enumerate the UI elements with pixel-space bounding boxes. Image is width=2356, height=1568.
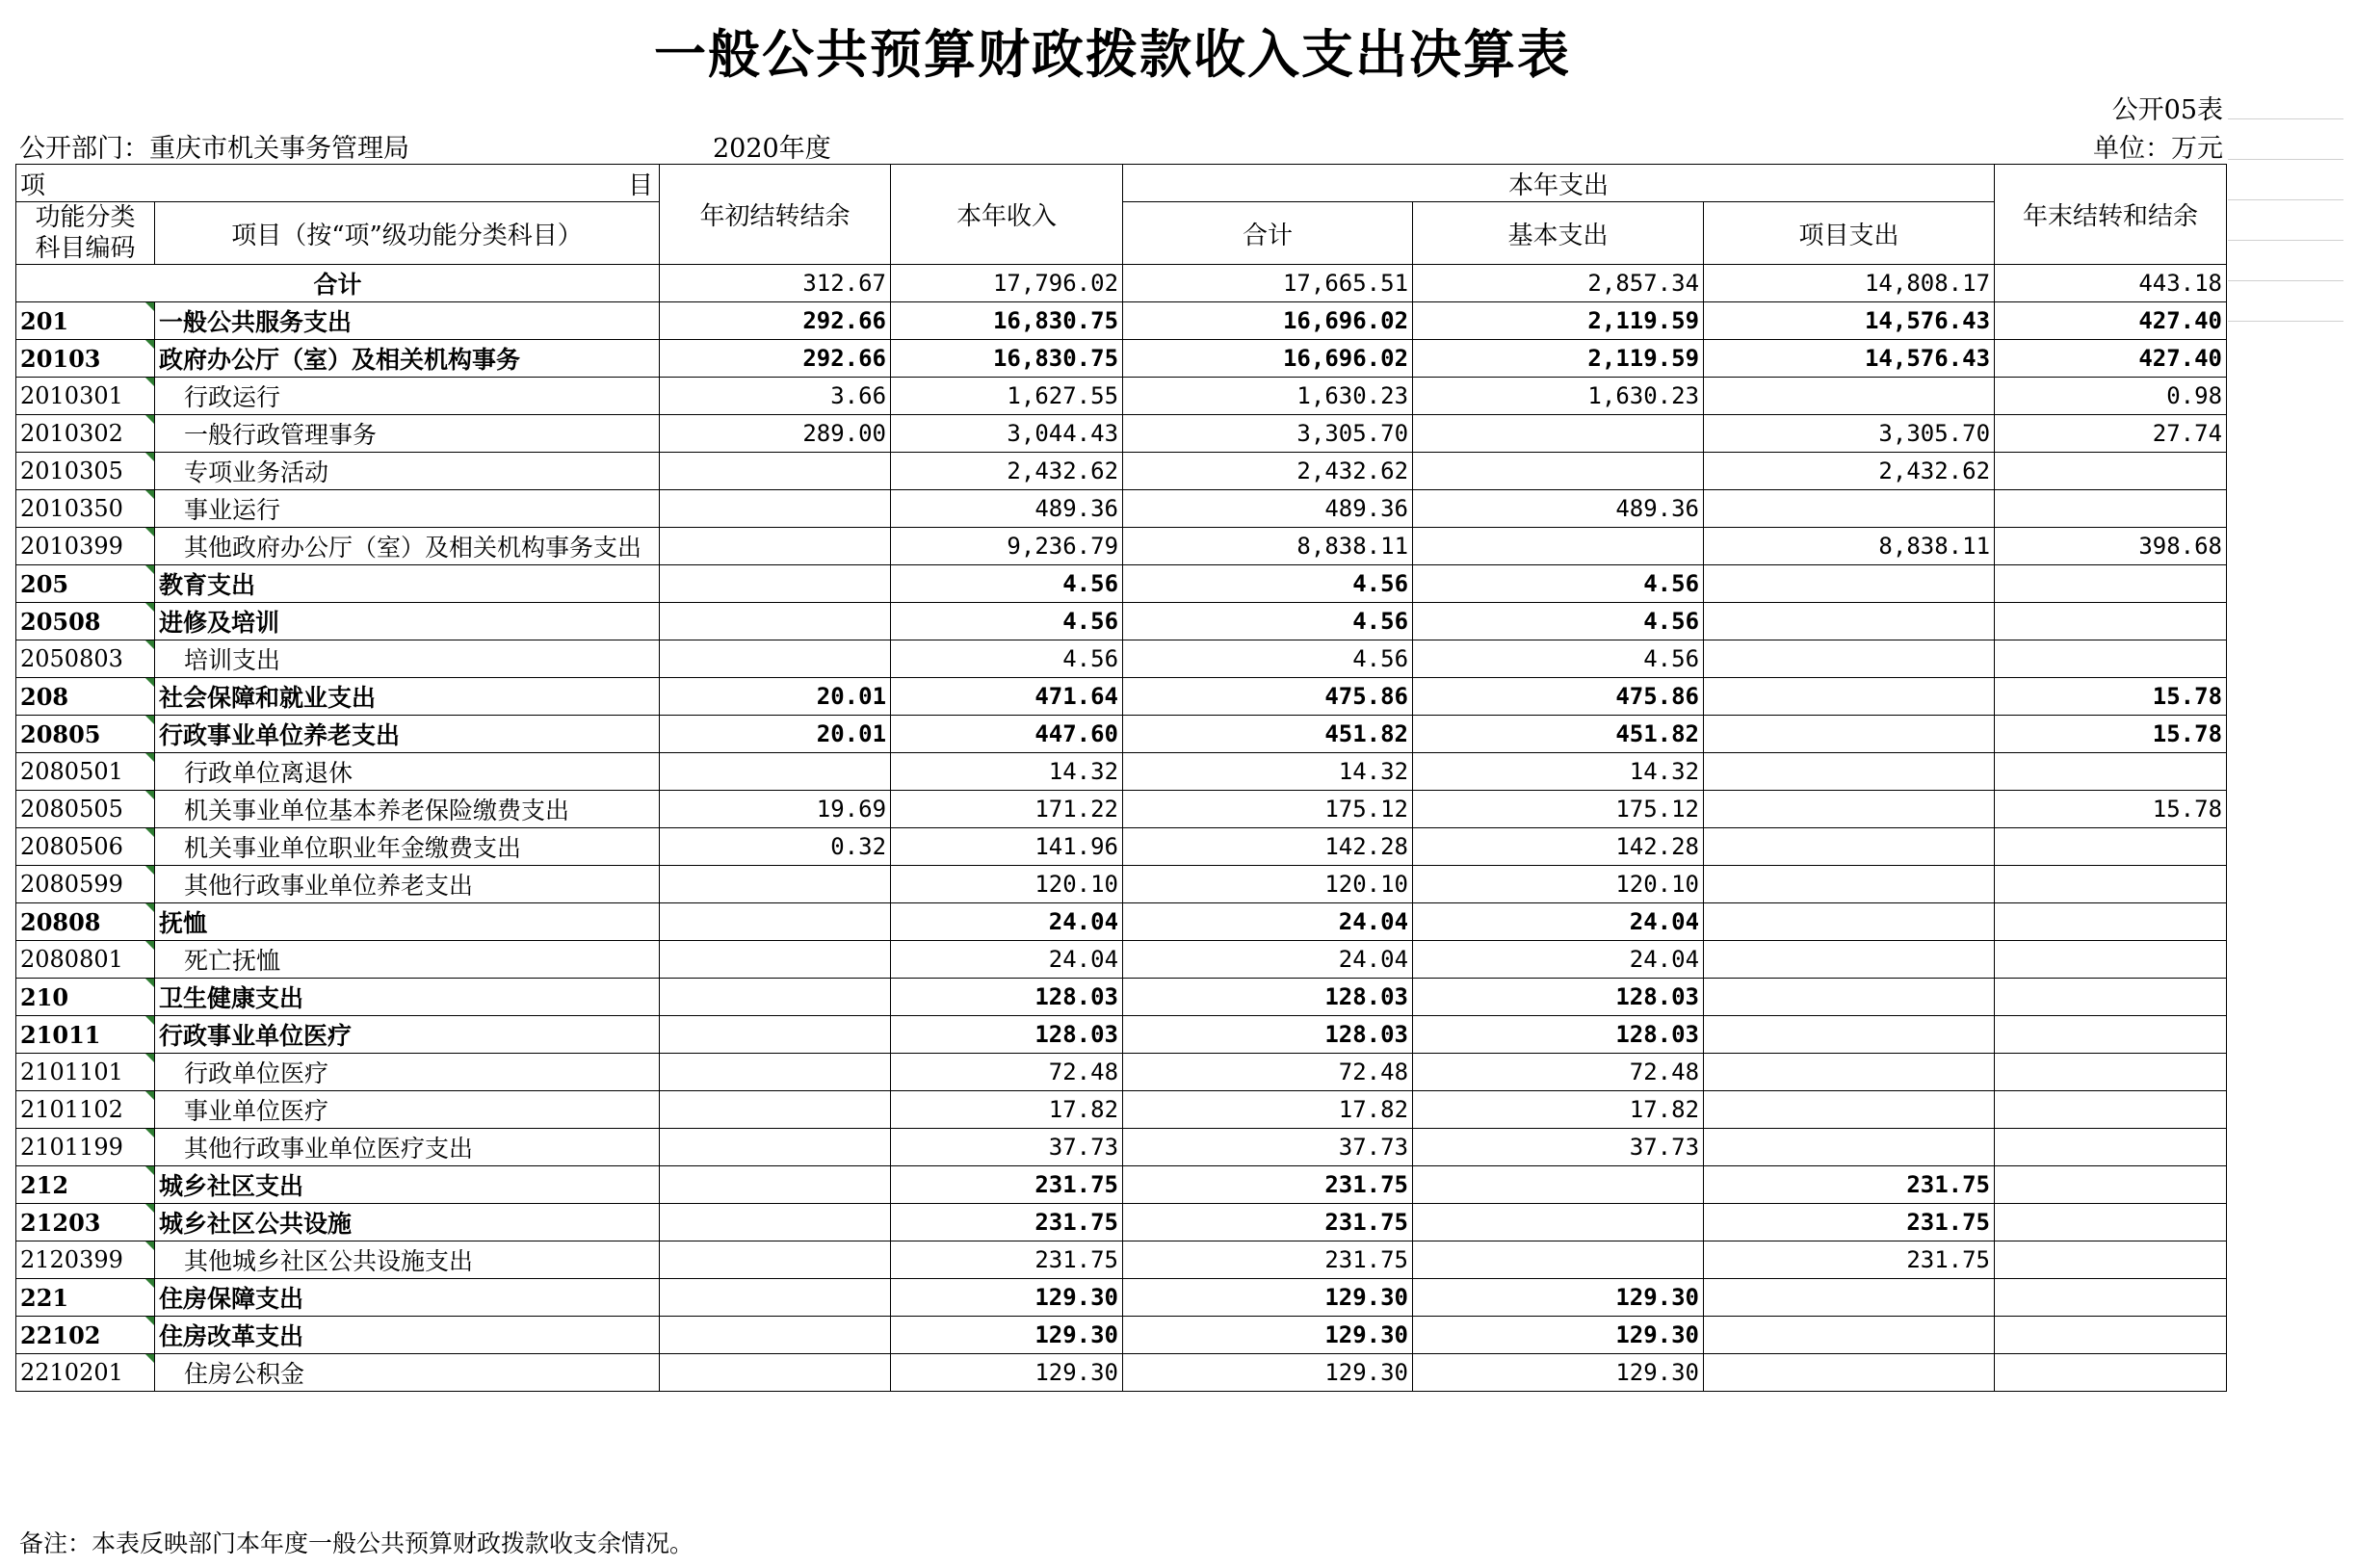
row-total: 17.82 bbox=[1123, 1091, 1413, 1129]
table-row bbox=[16, 979, 2227, 1016]
row-basic bbox=[1413, 528, 1704, 565]
row-name: 住房公积金 bbox=[155, 1354, 660, 1392]
table-row bbox=[16, 1317, 2227, 1354]
row-income: 24.04 bbox=[891, 903, 1123, 941]
row-opening bbox=[660, 941, 891, 979]
header-closing: 年末结转和结余 bbox=[1995, 165, 2227, 265]
table-row bbox=[16, 302, 2227, 340]
row-project bbox=[1704, 1016, 1995, 1054]
row-code: 2080599 bbox=[16, 866, 155, 903]
row-name: 行政事业单位医疗 bbox=[155, 1016, 660, 1054]
row-name: 住房改革支出 bbox=[155, 1317, 660, 1354]
row-closing bbox=[1995, 753, 2227, 791]
row-closing bbox=[1995, 1129, 2227, 1166]
row-basic: 128.03 bbox=[1413, 979, 1704, 1016]
row-basic bbox=[1413, 415, 1704, 453]
row-name: 机关事业单位基本养老保险缴费支出 bbox=[155, 791, 660, 828]
row-name: 行政事业单位养老支出 bbox=[155, 716, 660, 753]
row-total: 4.56 bbox=[1123, 640, 1413, 678]
row-code: 2101101 bbox=[16, 1054, 155, 1091]
row-income: 231.75 bbox=[891, 1241, 1123, 1279]
row-code: 208 bbox=[16, 678, 155, 716]
row-name: 其他行政事业单位养老支出 bbox=[155, 866, 660, 903]
header-row-1 bbox=[16, 165, 2227, 202]
total-expense: 17,665.51 bbox=[1123, 265, 1413, 302]
row-opening bbox=[660, 1129, 891, 1166]
row-total: 231.75 bbox=[1123, 1166, 1413, 1204]
row-code: 2010302 bbox=[16, 415, 155, 453]
row-income: 16,830.75 bbox=[891, 302, 1123, 340]
row-code: 21011 bbox=[16, 1016, 155, 1054]
row-name: 城乡社区支出 bbox=[155, 1166, 660, 1204]
row-income: 9,236.79 bbox=[891, 528, 1123, 565]
table-row bbox=[16, 1129, 2227, 1166]
row-project bbox=[1704, 1091, 1995, 1129]
row-basic: 142.28 bbox=[1413, 828, 1704, 866]
row-project bbox=[1704, 1279, 1995, 1317]
table-row bbox=[16, 378, 2227, 415]
row-closing bbox=[1995, 1317, 2227, 1354]
row-income: 16,830.75 bbox=[891, 340, 1123, 378]
row-opening: 20.01 bbox=[660, 716, 891, 753]
row-opening bbox=[660, 1241, 891, 1279]
row-basic: 24.04 bbox=[1413, 941, 1704, 979]
row-closing: 398.68 bbox=[1995, 528, 2227, 565]
row-opening: 20.01 bbox=[660, 678, 891, 716]
row-code: 210 bbox=[16, 979, 155, 1016]
row-income: 72.48 bbox=[891, 1054, 1123, 1091]
row-basic: 175.12 bbox=[1413, 791, 1704, 828]
row-project bbox=[1704, 828, 1995, 866]
row-income: 14.32 bbox=[891, 753, 1123, 791]
row-basic: 129.30 bbox=[1413, 1354, 1704, 1392]
row-income: 231.75 bbox=[891, 1166, 1123, 1204]
table-row bbox=[16, 753, 2227, 791]
row-opening: 289.00 bbox=[660, 415, 891, 453]
row-basic: 4.56 bbox=[1413, 640, 1704, 678]
row-code: 201 bbox=[16, 302, 155, 340]
row-name: 死亡抚恤 bbox=[155, 941, 660, 979]
table-row bbox=[16, 1204, 2227, 1241]
row-income: 129.30 bbox=[891, 1279, 1123, 1317]
row-basic: 475.86 bbox=[1413, 678, 1704, 716]
row-basic bbox=[1413, 1204, 1704, 1241]
row-name: 一般公共服务支出 bbox=[155, 302, 660, 340]
row-basic: 24.04 bbox=[1413, 903, 1704, 941]
table-row bbox=[16, 415, 2227, 453]
row-income: 1,627.55 bbox=[891, 378, 1123, 415]
row-opening: 292.66 bbox=[660, 340, 891, 378]
row-name: 其他行政事业单位医疗支出 bbox=[155, 1129, 660, 1166]
row-opening bbox=[660, 1091, 891, 1129]
row-income: 4.56 bbox=[891, 565, 1123, 603]
row-income: 24.04 bbox=[891, 941, 1123, 979]
row-total: 231.75 bbox=[1123, 1241, 1413, 1279]
header-mu: 目 bbox=[628, 170, 654, 200]
row-income: 2,432.62 bbox=[891, 453, 1123, 490]
department-label: 公开部门：重庆市机关事务管理局 bbox=[19, 134, 409, 164]
row-closing: 27.74 bbox=[1995, 415, 2227, 453]
row-code: 20103 bbox=[16, 340, 155, 378]
row-income: 447.60 bbox=[891, 716, 1123, 753]
row-code: 2080506 bbox=[16, 828, 155, 866]
total-closing: 443.18 bbox=[1995, 265, 2227, 302]
row-basic: 4.56 bbox=[1413, 565, 1704, 603]
row-code: 212 bbox=[16, 1166, 155, 1204]
row-total: 175.12 bbox=[1123, 791, 1413, 828]
row-closing bbox=[1995, 979, 2227, 1016]
row-project: 14,576.43 bbox=[1704, 340, 1995, 378]
row-name: 其他政府办公厅（室）及相关机构事务支出 bbox=[155, 528, 660, 565]
row-project bbox=[1704, 378, 1995, 415]
row-income: 120.10 bbox=[891, 866, 1123, 903]
row-opening bbox=[660, 640, 891, 678]
row-basic bbox=[1413, 1241, 1704, 1279]
table-row bbox=[16, 453, 2227, 490]
row-name: 进修及培训 bbox=[155, 603, 660, 640]
row-total: 128.03 bbox=[1123, 1016, 1413, 1054]
row-project: 231.75 bbox=[1704, 1204, 1995, 1241]
row-closing: 15.78 bbox=[1995, 678, 2227, 716]
row-project bbox=[1704, 1317, 1995, 1354]
row-project bbox=[1704, 603, 1995, 640]
row-name: 卫生健康支出 bbox=[155, 979, 660, 1016]
table-row bbox=[16, 490, 2227, 528]
row-total: 37.73 bbox=[1123, 1129, 1413, 1166]
row-name: 社会保障和就业支出 bbox=[155, 678, 660, 716]
row-closing bbox=[1995, 1054, 2227, 1091]
row-closing bbox=[1995, 903, 2227, 941]
row-income: 129.30 bbox=[891, 1317, 1123, 1354]
row-project bbox=[1704, 903, 1995, 941]
header-income: 本年收入 bbox=[891, 165, 1123, 265]
spreadsheet-gridlines bbox=[2228, 79, 2343, 322]
row-total: 24.04 bbox=[1123, 903, 1413, 941]
row-opening bbox=[660, 979, 891, 1016]
row-closing bbox=[1995, 453, 2227, 490]
row-opening bbox=[660, 565, 891, 603]
budget-table bbox=[15, 164, 2227, 1392]
footnote: 备注：本表反映部门本年度一般公共预算财政拨款收支余情况。 bbox=[19, 1529, 694, 1557]
row-name: 行政单位医疗 bbox=[155, 1054, 660, 1091]
row-income: 4.56 bbox=[891, 603, 1123, 640]
row-closing bbox=[1995, 1241, 2227, 1279]
row-closing bbox=[1995, 1204, 2227, 1241]
total-income: 17,796.02 bbox=[891, 265, 1123, 302]
row-income: 3,044.43 bbox=[891, 415, 1123, 453]
data-rows bbox=[16, 302, 2227, 1392]
row-project bbox=[1704, 565, 1995, 603]
row-opening bbox=[660, 1354, 891, 1392]
row-opening bbox=[660, 603, 891, 640]
total-project: 14,808.17 bbox=[1704, 265, 1995, 302]
table-row bbox=[16, 828, 2227, 866]
header-total: 合计 bbox=[1123, 202, 1413, 265]
row-code: 20508 bbox=[16, 603, 155, 640]
row-total: 128.03 bbox=[1123, 979, 1413, 1016]
row-total: 2,432.62 bbox=[1123, 453, 1413, 490]
row-basic: 72.48 bbox=[1413, 1054, 1704, 1091]
row-name: 抚恤 bbox=[155, 903, 660, 941]
row-project: 231.75 bbox=[1704, 1166, 1995, 1204]
row-total: 14.32 bbox=[1123, 753, 1413, 791]
row-total: 4.56 bbox=[1123, 565, 1413, 603]
table-row bbox=[16, 791, 2227, 828]
row-basic: 17.82 bbox=[1413, 1091, 1704, 1129]
row-closing: 15.78 bbox=[1995, 791, 2227, 828]
row-closing bbox=[1995, 1166, 2227, 1204]
header-xiang: 项 bbox=[20, 170, 46, 200]
row-total: 129.30 bbox=[1123, 1354, 1413, 1392]
table-row bbox=[16, 640, 2227, 678]
table-row bbox=[16, 1241, 2227, 1279]
row-income: 471.64 bbox=[891, 678, 1123, 716]
row-basic: 37.73 bbox=[1413, 1129, 1704, 1166]
row-total: 451.82 bbox=[1123, 716, 1413, 753]
row-opening bbox=[660, 1317, 891, 1354]
row-opening bbox=[660, 903, 891, 941]
form-number: 公开05表 bbox=[2111, 95, 2223, 125]
header-opening: 年初结转结余 bbox=[660, 165, 891, 265]
row-project bbox=[1704, 979, 1995, 1016]
row-basic: 129.30 bbox=[1413, 1279, 1704, 1317]
row-project bbox=[1704, 1054, 1995, 1091]
row-opening bbox=[660, 1016, 891, 1054]
row-code: 2010350 bbox=[16, 490, 155, 528]
fiscal-year: 2020年度 bbox=[713, 134, 831, 164]
row-name: 行政运行 bbox=[155, 378, 660, 415]
row-opening bbox=[660, 1054, 891, 1091]
row-code: 2080505 bbox=[16, 791, 155, 828]
row-code: 205 bbox=[16, 565, 155, 603]
table-row bbox=[16, 1091, 2227, 1129]
row-closing bbox=[1995, 941, 2227, 979]
row-income: 128.03 bbox=[891, 979, 1123, 1016]
row-project: 8,838.11 bbox=[1704, 528, 1995, 565]
row-basic: 2,119.59 bbox=[1413, 340, 1704, 378]
row-name: 城乡社区公共设施 bbox=[155, 1204, 660, 1241]
row-total: 16,696.02 bbox=[1123, 302, 1413, 340]
row-name: 机关事业单位职业年金缴费支出 bbox=[155, 828, 660, 866]
row-opening bbox=[660, 453, 891, 490]
table-row bbox=[16, 678, 2227, 716]
row-project bbox=[1704, 941, 1995, 979]
header-project: 项目支出 bbox=[1704, 202, 1995, 265]
row-total: 142.28 bbox=[1123, 828, 1413, 866]
row-total: 8,838.11 bbox=[1123, 528, 1413, 565]
row-income: 171.22 bbox=[891, 791, 1123, 828]
row-closing: 0.98 bbox=[1995, 378, 2227, 415]
row-income: 17.82 bbox=[891, 1091, 1123, 1129]
row-income: 128.03 bbox=[891, 1016, 1123, 1054]
row-total: 475.86 bbox=[1123, 678, 1413, 716]
row-closing bbox=[1995, 1091, 2227, 1129]
row-basic: 489.36 bbox=[1413, 490, 1704, 528]
row-code: 2120399 bbox=[16, 1241, 155, 1279]
header-basic: 基本支出 bbox=[1413, 202, 1704, 265]
row-closing: 15.78 bbox=[1995, 716, 2227, 753]
row-project bbox=[1704, 866, 1995, 903]
header-item-cell bbox=[16, 165, 660, 202]
row-code: 2010301 bbox=[16, 378, 155, 415]
row-project bbox=[1704, 490, 1995, 528]
row-code: 2010305 bbox=[16, 453, 155, 490]
header-code: 功能分类科目编码 bbox=[16, 202, 155, 265]
table-row bbox=[16, 1016, 2227, 1054]
row-code: 20805 bbox=[16, 716, 155, 753]
page-title: 一般公共预算财政拨款收入支出决算表 bbox=[654, 24, 1571, 85]
row-basic bbox=[1413, 1166, 1704, 1204]
row-basic: 14.32 bbox=[1413, 753, 1704, 791]
row-closing bbox=[1995, 866, 2227, 903]
row-name: 政府办公厅（室）及相关机构事务 bbox=[155, 340, 660, 378]
row-name: 专项业务活动 bbox=[155, 453, 660, 490]
row-code: 2010399 bbox=[16, 528, 155, 565]
row-closing: 427.40 bbox=[1995, 302, 2227, 340]
row-project: 231.75 bbox=[1704, 1241, 1995, 1279]
row-total: 120.10 bbox=[1123, 866, 1413, 903]
table-row bbox=[16, 1279, 2227, 1317]
row-name: 一般行政管理事务 bbox=[155, 415, 660, 453]
row-basic: 2,119.59 bbox=[1413, 302, 1704, 340]
row-name: 其他城乡社区公共设施支出 bbox=[155, 1241, 660, 1279]
row-opening: 3.66 bbox=[660, 378, 891, 415]
row-total: 1,630.23 bbox=[1123, 378, 1413, 415]
row-basic: 1,630.23 bbox=[1413, 378, 1704, 415]
row-basic: 451.82 bbox=[1413, 716, 1704, 753]
row-income: 129.30 bbox=[891, 1354, 1123, 1392]
header-name: 项目（按“项”级功能分类科目） bbox=[155, 202, 660, 265]
row-total: 129.30 bbox=[1123, 1279, 1413, 1317]
row-closing bbox=[1995, 565, 2227, 603]
row-opening: 292.66 bbox=[660, 302, 891, 340]
table-row bbox=[16, 340, 2227, 378]
table-row bbox=[16, 1054, 2227, 1091]
row-name: 事业运行 bbox=[155, 490, 660, 528]
row-code: 22102 bbox=[16, 1317, 155, 1354]
table-row bbox=[16, 903, 2227, 941]
row-project bbox=[1704, 791, 1995, 828]
table-row bbox=[16, 603, 2227, 640]
row-opening bbox=[660, 1166, 891, 1204]
row-income: 231.75 bbox=[891, 1204, 1123, 1241]
row-opening bbox=[660, 1279, 891, 1317]
total-row bbox=[16, 265, 2227, 302]
header-expense-group: 本年支出 bbox=[1123, 165, 1995, 202]
row-code: 2080801 bbox=[16, 941, 155, 979]
row-closing bbox=[1995, 1354, 2227, 1392]
row-closing bbox=[1995, 490, 2227, 528]
row-code: 20808 bbox=[16, 903, 155, 941]
row-total: 231.75 bbox=[1123, 1204, 1413, 1241]
row-income: 489.36 bbox=[891, 490, 1123, 528]
row-total: 16,696.02 bbox=[1123, 340, 1413, 378]
row-closing bbox=[1995, 1016, 2227, 1054]
table-row bbox=[16, 866, 2227, 903]
row-project bbox=[1704, 678, 1995, 716]
row-opening bbox=[660, 753, 891, 791]
row-project bbox=[1704, 753, 1995, 791]
row-total: 72.48 bbox=[1123, 1054, 1413, 1091]
row-code: 21203 bbox=[16, 1204, 155, 1241]
row-name: 事业单位医疗 bbox=[155, 1091, 660, 1129]
table-row bbox=[16, 1166, 2227, 1204]
row-closing bbox=[1995, 1279, 2227, 1317]
row-name: 行政单位离退休 bbox=[155, 753, 660, 791]
row-opening bbox=[660, 528, 891, 565]
row-total: 129.30 bbox=[1123, 1317, 1413, 1354]
row-code: 221 bbox=[16, 1279, 155, 1317]
row-project bbox=[1704, 1354, 1995, 1392]
row-project: 3,305.70 bbox=[1704, 415, 1995, 453]
row-name: 住房保障支出 bbox=[155, 1279, 660, 1317]
row-code: 2080501 bbox=[16, 753, 155, 791]
row-opening bbox=[660, 1204, 891, 1241]
row-total: 4.56 bbox=[1123, 603, 1413, 640]
total-label: 合计 bbox=[16, 265, 660, 302]
row-total: 3,305.70 bbox=[1123, 415, 1413, 453]
row-opening bbox=[660, 866, 891, 903]
row-closing bbox=[1995, 603, 2227, 640]
row-project: 2,432.62 bbox=[1704, 453, 1995, 490]
row-income: 141.96 bbox=[891, 828, 1123, 866]
table-row bbox=[16, 941, 2227, 979]
unit-label: 单位：万元 bbox=[2093, 134, 2223, 164]
row-basic: 129.30 bbox=[1413, 1317, 1704, 1354]
row-opening: 19.69 bbox=[660, 791, 891, 828]
row-project bbox=[1704, 716, 1995, 753]
total-basic: 2,857.34 bbox=[1413, 265, 1704, 302]
row-closing bbox=[1995, 828, 2227, 866]
row-name: 教育支出 bbox=[155, 565, 660, 603]
row-basic: 120.10 bbox=[1413, 866, 1704, 903]
row-project bbox=[1704, 1129, 1995, 1166]
row-code: 2050803 bbox=[16, 640, 155, 678]
row-basic: 128.03 bbox=[1413, 1016, 1704, 1054]
row-project: 14,576.43 bbox=[1704, 302, 1995, 340]
row-income: 4.56 bbox=[891, 640, 1123, 678]
row-closing bbox=[1995, 640, 2227, 678]
row-code: 2210201 bbox=[16, 1354, 155, 1392]
table-row bbox=[16, 1354, 2227, 1392]
total-opening: 312.67 bbox=[660, 265, 891, 302]
row-closing: 427.40 bbox=[1995, 340, 2227, 378]
table-row bbox=[16, 528, 2227, 565]
row-basic: 4.56 bbox=[1413, 603, 1704, 640]
row-income: 37.73 bbox=[891, 1129, 1123, 1166]
row-project bbox=[1704, 640, 1995, 678]
table-row bbox=[16, 565, 2227, 603]
row-name: 培训支出 bbox=[155, 640, 660, 678]
row-code: 2101199 bbox=[16, 1129, 155, 1166]
row-code: 2101102 bbox=[16, 1091, 155, 1129]
row-opening: 0.32 bbox=[660, 828, 891, 866]
table-row bbox=[16, 716, 2227, 753]
row-basic bbox=[1413, 453, 1704, 490]
row-opening bbox=[660, 490, 891, 528]
row-total: 489.36 bbox=[1123, 490, 1413, 528]
row-total: 24.04 bbox=[1123, 941, 1413, 979]
